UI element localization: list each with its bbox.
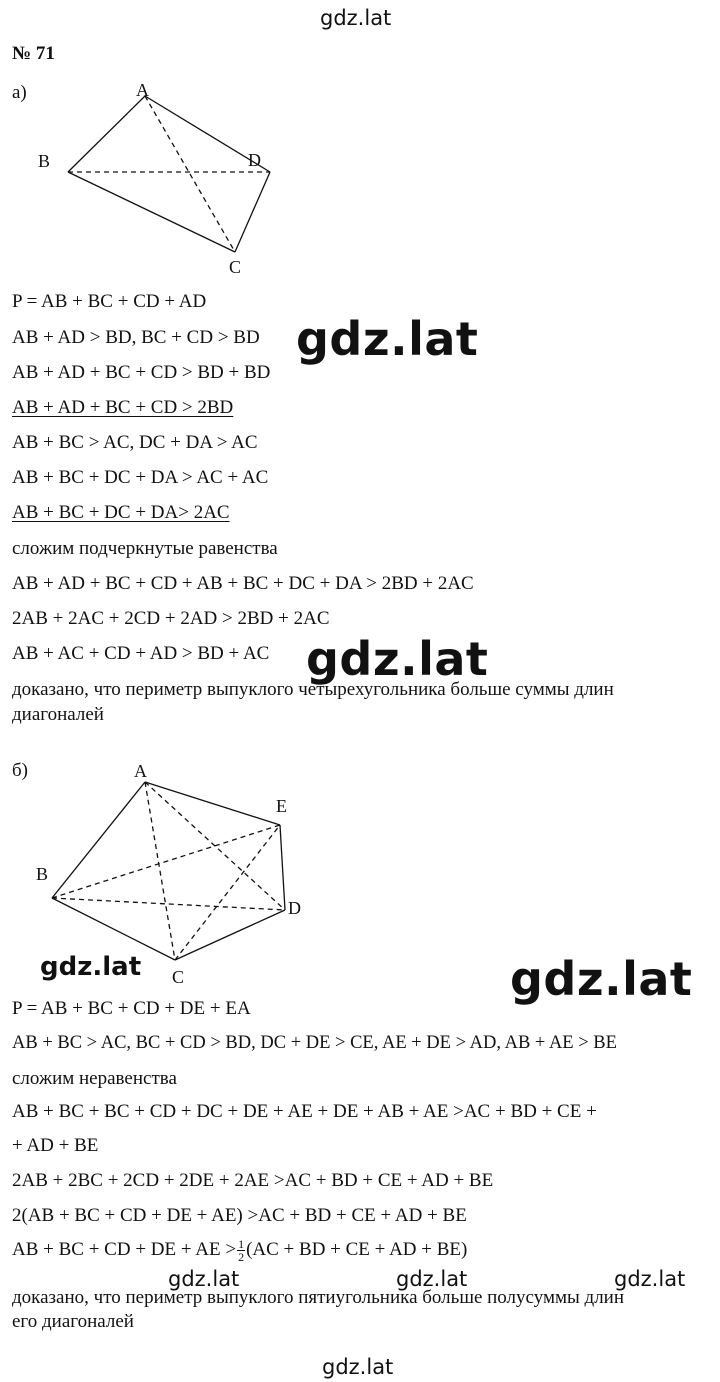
- text-line: AB + AD + BC + CD + AB + BC + DC + DA > 2BD + 2AC: [12, 573, 474, 594]
- vertex-d-label: D: [288, 898, 301, 918]
- text-line: доказано, что периметр выпуклого четырехугольника больше суммы длин: [12, 679, 614, 700]
- fraction-denominator: 2: [238, 1250, 245, 1264]
- text-line: 2AB + 2BC + 2CD + 2DE + 2AE >AC + BD + CE + AD + BE: [12, 1170, 494, 1191]
- vertex-c-label: C: [172, 967, 185, 987]
- text-line: диагоналей: [12, 704, 104, 725]
- text-line: 2(AB + BC + CD + DE + AE) >AC + BD + CE + AD + BE: [12, 1205, 467, 1226]
- text-line: AB + BC + DC + DA > AC + AC: [12, 467, 269, 488]
- watermark-bottom-2: gdz.lat: [396, 1267, 468, 1291]
- text-line: сложим подчеркнутые равенства: [12, 538, 278, 559]
- watermark-bottom-1: gdz.lat: [168, 1267, 240, 1291]
- fraction-numerator: 1: [238, 1237, 245, 1251]
- text-line: сложим неравенства: [12, 1068, 177, 1089]
- inequality-with-fraction: [12, 1238, 467, 1263]
- text-line: AB + AD + BC + CD > BD + BD: [12, 362, 271, 383]
- text-line: 2AB + 2AC + 2CD + 2AD > 2BD + 2AC: [12, 608, 330, 629]
- text-line: AB + AD > BD, BC + CD > BD: [12, 327, 260, 348]
- vertex-c-label: C: [229, 257, 242, 277]
- text-line: AB + BC + BC + CD + DC + DE + AE + DE + AB + AE >AC + BD + CE +: [12, 1101, 597, 1122]
- text-line: P = AB + BC + CD + DE + EA: [12, 998, 251, 1019]
- vertex-d-label: D: [248, 150, 261, 170]
- underlined-line: AB + AD + BC + CD > 2BD: [12, 397, 234, 418]
- watermark-footer: gdz.lat: [322, 1355, 394, 1379]
- text-line: его диагоналей: [12, 1311, 134, 1332]
- vertex-a-label: A: [134, 761, 147, 781]
- watermark-top: gdz.lat: [320, 6, 392, 30]
- vertex-b-label: B: [36, 864, 49, 884]
- vertex-b-label: B: [38, 151, 51, 171]
- text-line: + AD + BE: [12, 1135, 99, 1156]
- inequality-right: (AC + BD + CE + AD + BE): [246, 1238, 468, 1260]
- underlined-line: AB + BC + DC + DA> 2AC: [12, 502, 230, 523]
- watermark-large-2: gdz.lat: [306, 632, 489, 686]
- watermark-diagram-b: gdz.lat: [40, 952, 142, 982]
- problem-number: № 71: [12, 43, 55, 64]
- one-half-fraction: [237, 1238, 245, 1263]
- text-line: AB + BC > AC, BC + CD > BD, DC + DE > CE, AE + DE > AD, AB + AE > BE: [12, 1033, 617, 1053]
- text-line: AB + BC > AC, DC + DA > AC: [12, 432, 258, 453]
- text-line: P = AB + BC + CD + AD: [12, 291, 207, 312]
- watermark-large-3: gdz.lat: [510, 952, 693, 1006]
- watermark-large-1: gdz.lat: [296, 312, 479, 366]
- text-line: доказано, что периметр выпуклого пятиугольника больше полусуммы длин: [12, 1287, 625, 1308]
- watermark-bottom-3: gdz.lat: [614, 1267, 686, 1291]
- inequality-left: AB + BC + CD + DE + AE >: [12, 1238, 237, 1260]
- vertex-e-label: E: [276, 796, 287, 816]
- part-a-label: а): [12, 82, 27, 103]
- text-line: AB + AC + CD + AD > BD + AC: [12, 643, 270, 664]
- vertex-a-label: A: [136, 80, 149, 100]
- part-b-label: б): [12, 760, 28, 781]
